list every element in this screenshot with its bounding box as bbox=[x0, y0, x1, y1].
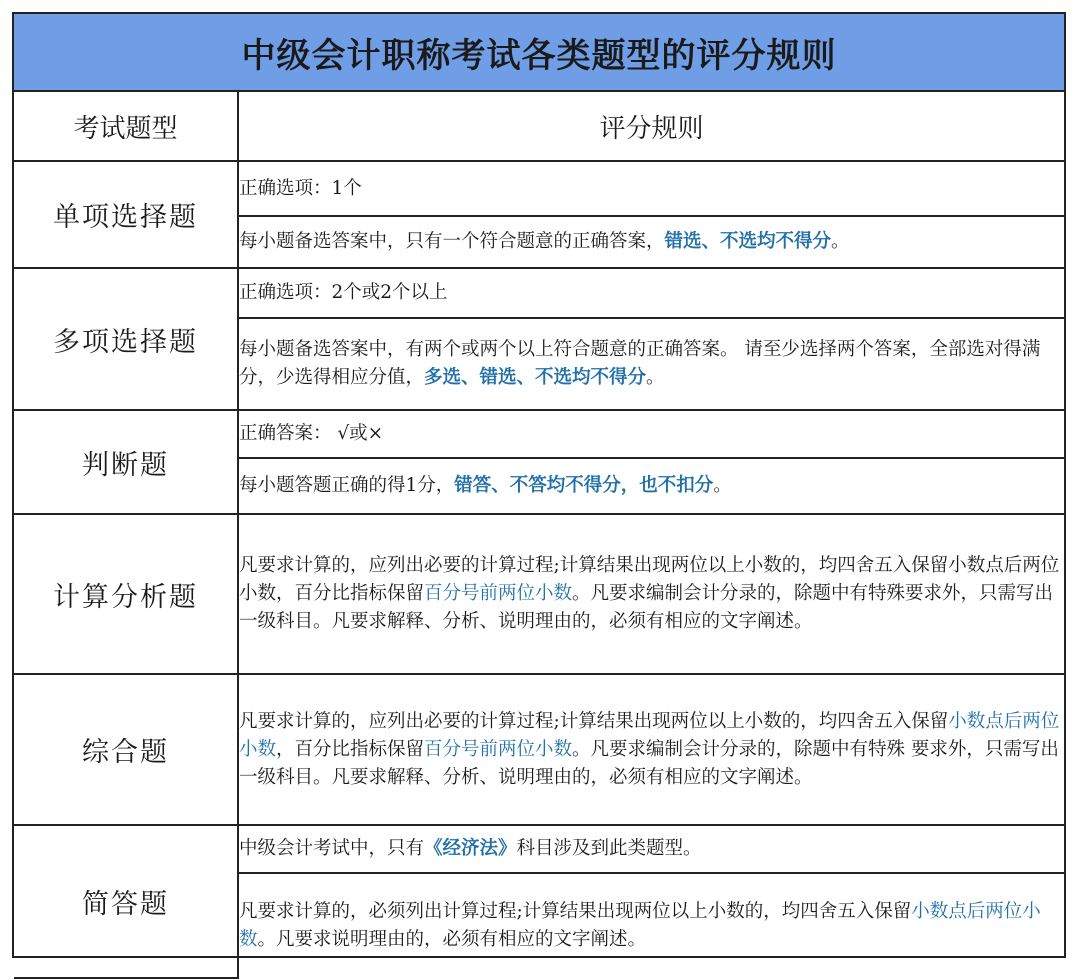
question-type-cell: 判断题 bbox=[14, 410, 238, 514]
highlighted-rule-text: 《经济法》 bbox=[424, 838, 517, 859]
document-title: 中级会计职称考试各类题型的评分规则 bbox=[14, 14, 1064, 92]
table-row bbox=[14, 514, 1064, 674]
rule-cell bbox=[238, 216, 1064, 268]
rule-text: 凡要求计算的，应列出必要的计算过程;计算结果出现两位以上小数的，均四舍五入保留小数点后两位小数，百分比指标保留 bbox=[239, 555, 1060, 604]
rule-cell bbox=[238, 514, 1064, 674]
rule-cell bbox=[238, 873, 1064, 978]
rule-text: 。 bbox=[831, 231, 850, 252]
table-row bbox=[14, 825, 1064, 873]
rule-text: 凡要求计算的，应列出必要的计算过程;计算结果出现两位以上小数的，均四舍五入保留 bbox=[239, 710, 949, 732]
rule-cell bbox=[238, 825, 1064, 873]
rule-text: 。 bbox=[646, 367, 665, 388]
question-type-cell: 多项选择题 bbox=[14, 268, 238, 410]
rule-cell bbox=[238, 268, 1064, 318]
table-row bbox=[14, 268, 1064, 318]
rule-text: 正确选项：2个或2个以上 bbox=[239, 282, 448, 303]
question-type-cell: 综合题 bbox=[14, 674, 238, 825]
header-type: 考试题型 bbox=[14, 92, 238, 161]
highlighted-rule-text: 错答、不答均不得分，也不扣分 bbox=[454, 475, 714, 496]
rule-text: 每小题答题正确的得1分， bbox=[239, 475, 455, 496]
rule-text: 每小题备选答案中，有两个或两个以上符合题意的正确答案。 请至少选择两个答案，全部选对得满分，少选得相应分值， bbox=[239, 339, 1041, 388]
rule-text: 。凡要求编制会计分录的，除题中有特殊要求外，只需写出一级科目。凡要求解释、分析、说明理由的，必须有相应的文字阐述。 bbox=[239, 583, 1054, 632]
rule-cell bbox=[238, 318, 1064, 410]
highlighted-rule-text: 小数点后两位小数 bbox=[239, 901, 1041, 950]
rule-text: 正确选项：1个 bbox=[239, 177, 362, 199]
table-row bbox=[14, 674, 1064, 825]
question-type-cell: 单项选择题 bbox=[14, 161, 238, 268]
table-row bbox=[14, 410, 1064, 458]
rule-text: 。 bbox=[713, 475, 732, 496]
rules-document bbox=[12, 12, 1066, 958]
header-rule: 评分规则 bbox=[238, 92, 1064, 161]
rules-table bbox=[14, 92, 1064, 979]
question-type-cell: 计算分析题 bbox=[14, 514, 238, 674]
highlighted-rule-text: 小数点后两位小数 bbox=[239, 710, 1060, 760]
rule-text: 。凡要求说明理由的，必须有相应的文字阐述。 bbox=[257, 929, 647, 950]
highlighted-rule-text: 错选、不选均不得分 bbox=[664, 231, 832, 252]
highlighted-rule-text: 百分号前两位小数 bbox=[424, 583, 573, 604]
rule-text: 中级会计考试中，只有 bbox=[239, 838, 425, 859]
highlighted-rule-text: 多选、错选、不选均不得分 bbox=[424, 367, 647, 388]
rule-text: ，百分比指标保留 bbox=[276, 738, 425, 760]
rule-text: 凡要求计算的，必须列出计算过程;计算结果出现两位以上小数的，均四舍五入保留 bbox=[239, 901, 912, 922]
header-row bbox=[14, 92, 1064, 161]
rule-cell bbox=[238, 161, 1064, 216]
rule-cell bbox=[238, 674, 1064, 825]
highlighted-rule-text: 百分号前两位小数 bbox=[424, 738, 573, 760]
rule-cell bbox=[238, 410, 1064, 458]
question-type-cell: 简答题 bbox=[14, 825, 238, 978]
rule-text: 科目涉及到此类题型。 bbox=[516, 838, 702, 859]
rule-text: 正确答案： √或× bbox=[239, 423, 384, 444]
rule-cell bbox=[238, 458, 1064, 514]
rule-text: 每小题备选答案中，只有一个符合题意的正确答案， bbox=[239, 231, 665, 252]
rule-text: 。凡要求编制会计分录的，除题中有特殊 要求外，只需写出一级科目。凡要求解释、分析、说明理由的，必须有相应的文字阐述。 bbox=[239, 738, 1059, 788]
table-row bbox=[14, 161, 1064, 216]
